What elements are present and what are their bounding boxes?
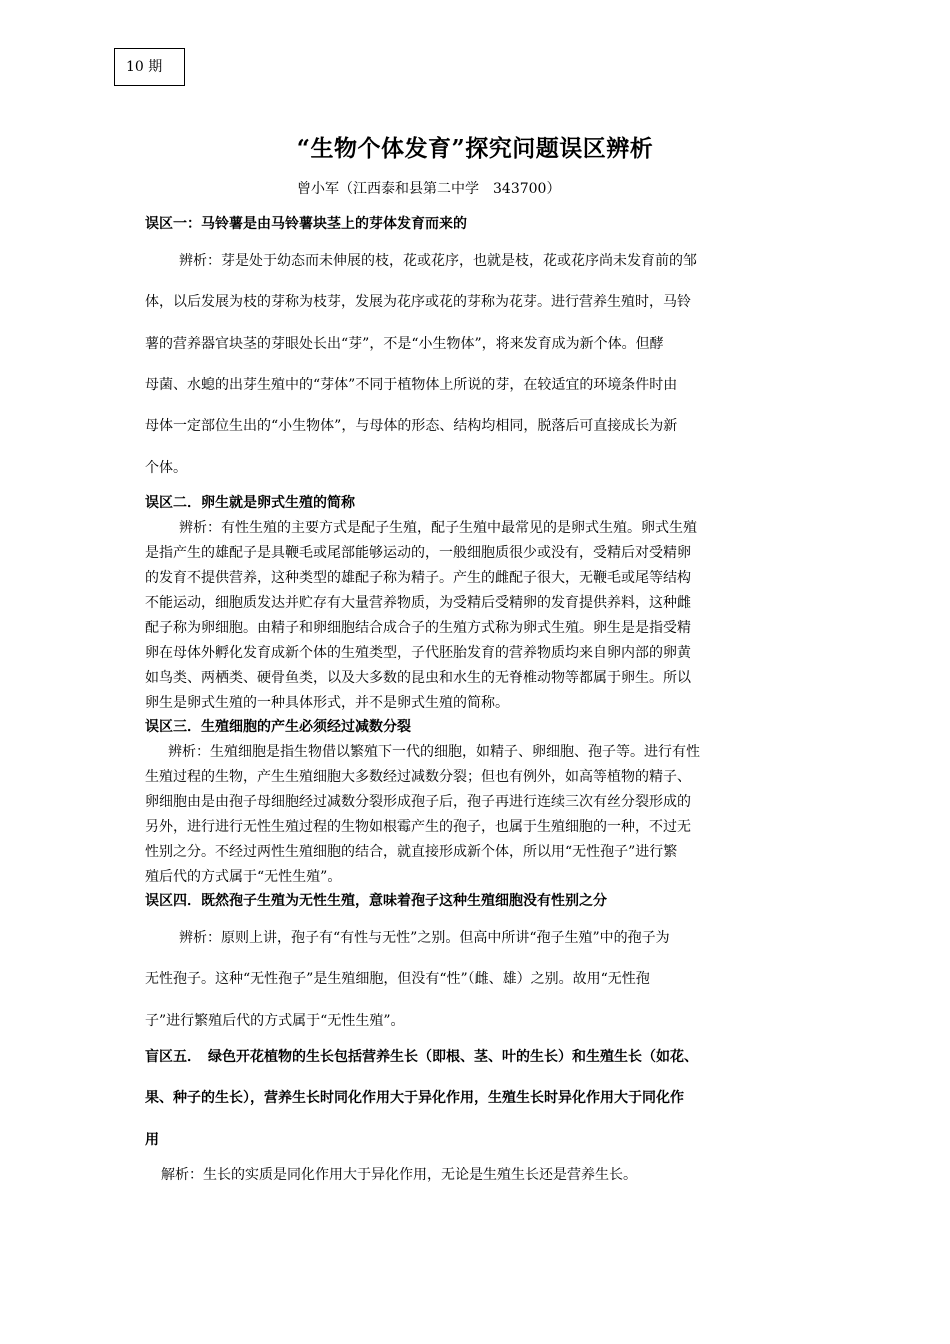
section-heading-2: 误区二．卵生就是卵式生殖的简称: [145, 495, 355, 511]
paragraph-line: 另外，进行进行无性生殖过程的生物如根霉产生的孢子，也属于生殖细胞的一种，不过无: [145, 819, 691, 835]
paragraph-line: 是指产生的雄配子是具鞭毛或尾部能够运动的，一般细胞质很少或没有，受精后对受精卵: [145, 545, 691, 561]
paragraph-line: 性别之分。不经过两性生殖细胞的结合，就直接形成新个体，所以用“无性孢子”进行繁: [145, 844, 678, 860]
section-heading-5: 盲区五． 绿色开花植物的生长包括营养生长（即根、茎、叶的生长）和生殖生长（如花、: [145, 1049, 698, 1065]
issue-label: 10 期: [126, 59, 163, 75]
paragraph-line: 子”进行繁殖后代的方式属于“无性生殖”。: [145, 1013, 405, 1029]
section-heading-4: 误区四．既然孢子生殖为无性生殖，意味着孢子这种生殖细胞没有性别之分: [145, 893, 607, 909]
paragraph-line: 薯的营养器官块茎的芽眼处长出“芽”，不是“小生物体”，将来发育成为新个体。但酵: [145, 336, 664, 352]
issue-number-box: [114, 48, 185, 86]
author-line: 曾小军（江西泰和县第二中学 343700）: [297, 181, 561, 197]
paragraph-line: 卵在母体外孵化发育成新个体的生殖类型，子代胚胎发育的营养物质均来自卵内部的卵黄: [145, 645, 691, 661]
paragraph-line: 辨析：有性生殖的主要方式是配子生殖，配子生殖中最常见的是卵式生殖。卵式生殖: [179, 520, 697, 536]
paragraph-line: 的发育不提供营养，这种类型的雄配子称为精子。产生的雌配子很大，无鞭毛或尾等结构: [145, 570, 691, 586]
paragraph-line: 解析：生长的实质是同化作用大于异化作用，无论是生殖生长还是营养生长。: [161, 1167, 637, 1183]
page-title: “生物个体发育”探究问题误区辨析: [296, 135, 654, 162]
section-heading-3: 误区三．生殖细胞的产生必须经过减数分裂: [145, 719, 411, 735]
paragraph-line: 体，以后发展为枝的芽称为枝芽，发展为花序或花的芽称为花芽。进行营养生殖时，马铃: [145, 294, 691, 310]
paragraph-line: 殖后代的方式属于“无性生殖”。: [145, 869, 342, 885]
paragraph-line: 个体。: [145, 460, 187, 476]
paragraph-line: 辨析：芽是处于幼态而未伸展的枝，花或花序，也就是枝，花或花序尚未发育前的邹: [179, 253, 697, 269]
paragraph-line: 辨析：原则上讲，孢子有“有性与无性”之别。但高中所讲“孢子生殖”中的孢子为: [179, 930, 670, 946]
paragraph-line: 辨析：生殖细胞是指生物借以繁殖下一代的细胞，如精子、卵细胞、孢子等。进行有性: [168, 744, 700, 760]
paragraph-line: 卵细胞由是由孢子母细胞经过减数分裂形成孢子后，孢子再进行连续三次有丝分裂形成的: [145, 794, 691, 810]
paragraph-line: 如鸟类、两栖类、硬骨鱼类，以及大多数的昆虫和水生的无脊椎动物等都属于卵生。所以: [145, 670, 691, 686]
paragraph-line: 生殖过程的生物，产生生殖细胞大多数经过减数分裂；但也有例外，如高等植物的精子、: [145, 769, 691, 785]
section-heading-5-cont: 果、种子的生长），营养生长时同化作用大于异化作用，生殖生长时异化作用大于同化作: [145, 1090, 684, 1106]
section-heading-5-cont: 用: [145, 1132, 159, 1148]
paragraph-line: 配子称为卵细胞。由精子和卵细胞结合成合子的生殖方式称为卵式生殖。卵生是是指受精: [145, 620, 691, 636]
paragraph-line: 无性孢子。这种“无性孢子”是生殖细胞，但没有“性”（雌、雄）之别。故用“无性孢: [145, 971, 650, 987]
paragraph-line: 不能运动，细胞质发达并贮存有大量营养物质，为受精后受精卵的发育提供养料，这种雌: [145, 595, 691, 611]
section-heading-1: 误区一：马铃薯是由马铃薯块茎上的芽体发育而来的: [145, 216, 467, 232]
paragraph-line: 卵生是卵式生殖的一种具体形式，并不是卵式生殖的简称。: [145, 695, 509, 711]
paragraph-line: 母体一定部位生出的“小生物体”，与母体的形态、结构均相同，脱落后可直接成长为新: [145, 418, 678, 434]
paragraph-line: 母菌、水螅的出芽生殖中的“芽体”不同于植物体上所说的芽，在较适宜的环境条件时由: [145, 377, 678, 393]
